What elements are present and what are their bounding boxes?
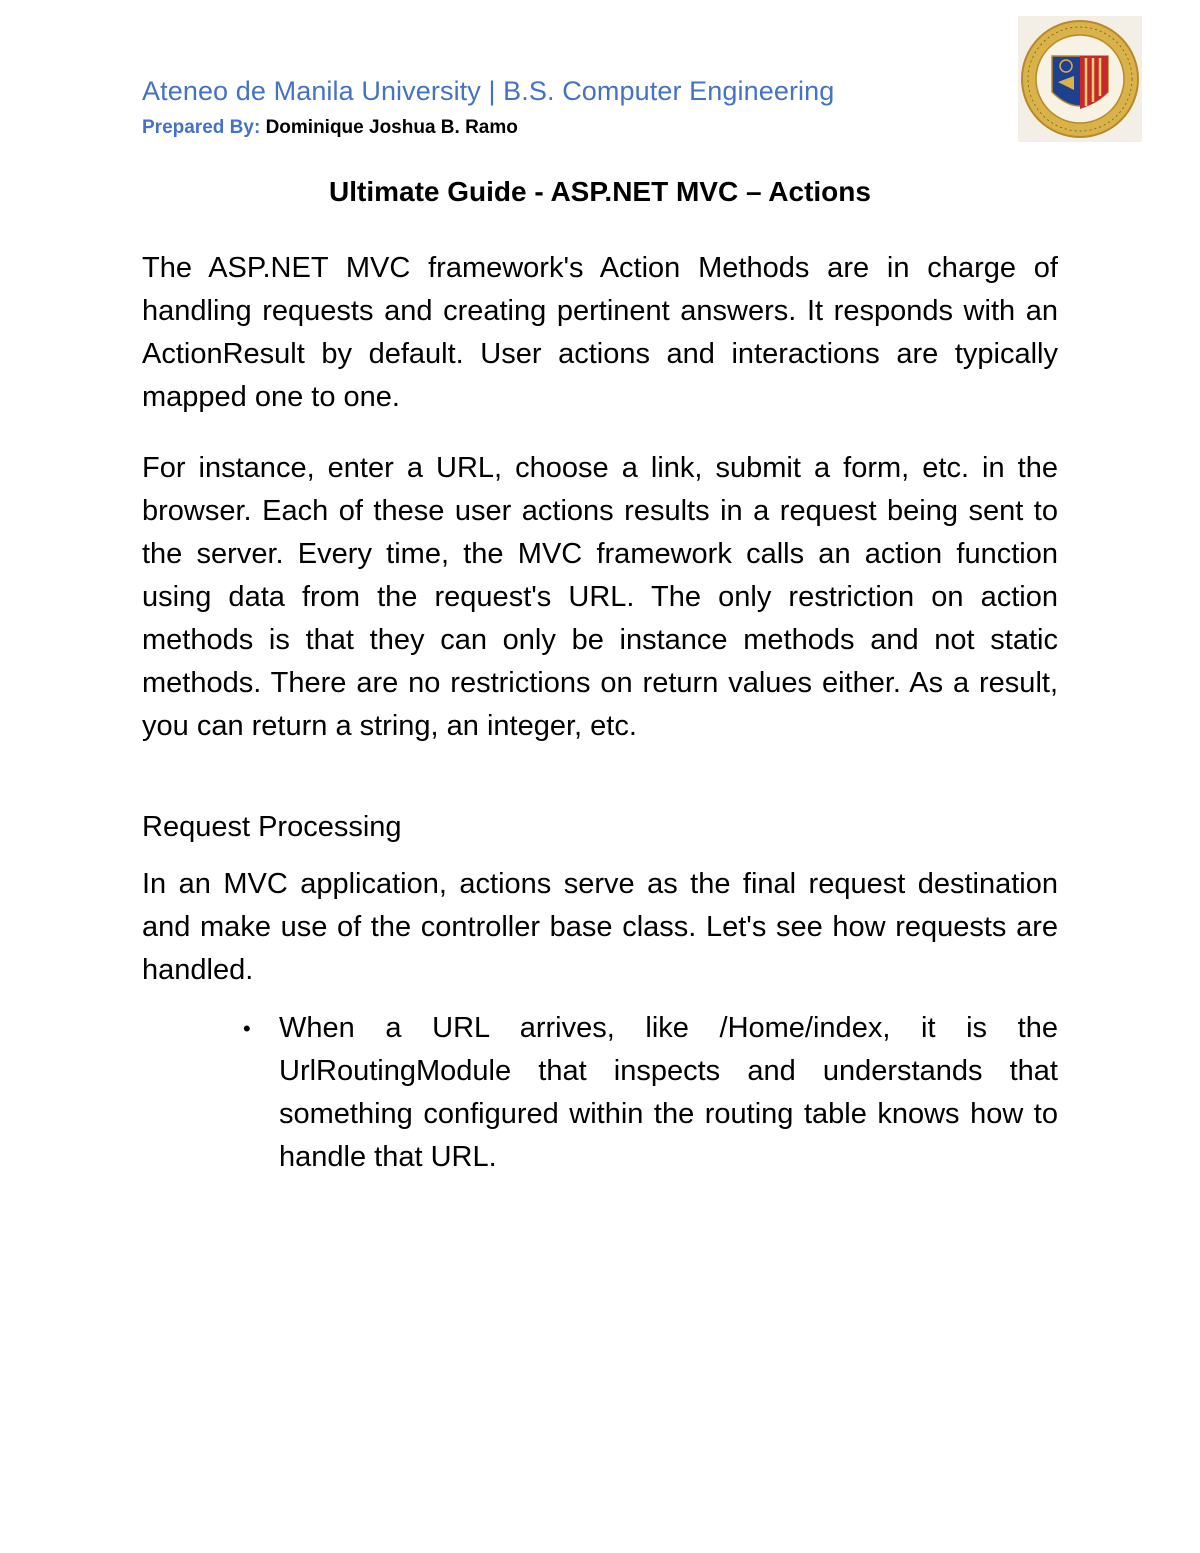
- bullet-marker: •: [243, 1016, 251, 1041]
- request-processing-paragraph: In an MVC application, actions serve as the final request destination and make use of the controller base class. Let's see how requests are handled.: [142, 868, 1058, 986]
- bullet-text: When a URL arrives, like /Home/index, it is the UrlRoutingModule that inspects and understands that something configured within the routing table knows how to handle that URL.: [279, 1012, 1058, 1173]
- prepared-by-label: Prepared By:: [142, 117, 261, 138]
- author-name: Dominique Joshua B. Ramo: [265, 117, 518, 138]
- university-program-header: Ateneo de Manila University | B.S. Computer Engineering: [142, 76, 835, 106]
- ateneo-seal-logo: [1018, 16, 1142, 142]
- intro-paragraph: The ASP.NET MVC framework's Action Methods are in charge of handling requests and creating pertinent answers. It responds with an ActionResult by default. User actions and interactions are typically mapped one to one.: [142, 252, 1058, 413]
- prepared-by-line: [142, 117, 518, 139]
- section-heading-request-processing: Request Processing: [142, 811, 402, 843]
- list-item: [243, 1007, 1058, 1179]
- bullet-list: [142, 1007, 1058, 1179]
- example-paragraph: For instance, enter a URL, choose a link, submit a form, etc. in the browser. Each of these user actions results in a request being sent to the server. Every time, the MVC framework calls an action function using data from the request's URL. The only restriction on action methods is that they can only be instance methods and not static methods. There are no restrictions on return values either. As a result, you can return a string, an integer, etc.: [142, 452, 1058, 742]
- document-title: Ultimate Guide - ASP.NET MVC – Actions: [329, 176, 871, 207]
